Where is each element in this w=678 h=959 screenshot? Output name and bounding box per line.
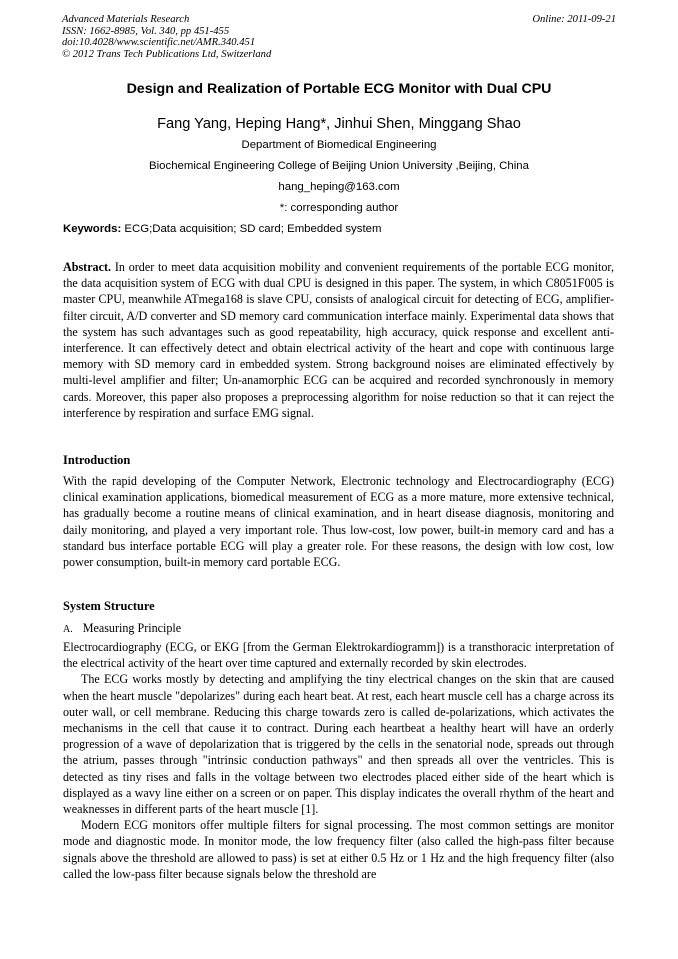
abstract bbox=[63, 259, 614, 421]
subsection-title: Measuring Principle bbox=[82, 621, 182, 635]
introduction-paragraph: With the rapid developing of the Computer Network, Electronic technology and Electrocardiography (ECG) clinical examination applications, biomedical measurement of ECG as a more mature, more extensive technical, has gradually become a routine means of clinical examination, and in heart disease diagnosis, monitoring and daily monitoring, and played a very important role. Thus low-cost, low power, built-in memory card and has a standard bus interface portable ECG will play a greater role. For these reasons, the design with low cost, low power consumption, built-in memory card portable ECG. bbox=[63, 474, 614, 570]
introduction-body bbox=[63, 473, 614, 570]
department: Department of Biomedical Engineering bbox=[241, 139, 437, 151]
college: Biochemical Engineering College of Beijing Union University ,Beijing, China bbox=[149, 160, 529, 172]
author-list: Fang Yang, Heping Hang*, Jinhui Shen, Minggang Shao bbox=[157, 116, 521, 132]
abstract-label: Abstract. bbox=[63, 260, 112, 274]
keywords-text: ECG;Data acquisition; SD card; Embedded system bbox=[121, 223, 382, 235]
corresponding-note: *: corresponding author bbox=[279, 202, 399, 214]
abstract-text: In order to meet data acquisition mobility and convenient requirements of the portable ECG monitor, the data acquisition system of ECG with dual CPU is designed in this paper. The system, in which C8051F005 is master CPU, meanwhile ATmega168 is slave CPU, consists of analogical circuit for detecting of ECG, amplifier-filter circuit, A/D converter and SD memory card communication interface mainly. Experimental data shows that the system has such advantages such as good repeatability, high accuracy, quick response and excellent anti-interference. It can effectively detect and obtain electrical activity of the heart and cope with continuous large memory with SD memory card in embedded system. Strong background noises are eliminated effectively by multi-level amplifier and filter; Un-anamorphic ECG can be acquired and recorded synchronously in memory cards. Moreover, this paper also proposes a preprocessing algorithm for noise reduction so that it can reject the interference by respiration and surface EMG signal. bbox=[63, 260, 614, 420]
email: hang_heping@163.com bbox=[278, 181, 400, 193]
paper-title: Design and Realization of Portable ECG Monitor with Dual CPU bbox=[126, 81, 552, 97]
keywords bbox=[63, 222, 381, 237]
subsection-label: A. bbox=[63, 624, 73, 635]
paragraph-3: Modern ECG monitors offer multiple filters for signal processing. The most common settings are monitor mode and diagnostic mode. In monitor mode, the low frequency filter (also called the high-pass filter because signals above the threshold are allowed to pass) is set at either 0.5 Hz or 1 Hz and the high frequency filter (also called the low-pass filter because signals below the threshold are bbox=[63, 818, 614, 881]
copyright-line: © 2012 Trans Tech Publications Ltd, Switzerland bbox=[62, 49, 272, 61]
issn-line: ISSN: 1662-8985, Vol. 340, pp 451-455 bbox=[62, 25, 230, 37]
journal-name: Advanced Materials Research bbox=[62, 14, 190, 25]
system-structure-heading: System Structure bbox=[63, 599, 155, 613]
doi-line: doi:10.4028/www.scientific.net/AMR.340.451 bbox=[62, 37, 256, 49]
introduction-heading: Introduction bbox=[63, 453, 131, 467]
measuring-principle-subheading bbox=[63, 620, 181, 638]
paragraph-1: Electrocardiography (ECG, or EKG [from the German Elektrokardiogramm]) is a transthoracic interpretation of the electrical activity of the heart over time captured and externally recorded by skin electrodes. bbox=[63, 640, 614, 671]
keywords-label: Keywords: bbox=[63, 223, 122, 235]
journal-header bbox=[62, 14, 616, 61]
system-structure-body bbox=[63, 639, 614, 882]
online-date: Online: 2011-09-21 bbox=[532, 14, 616, 25]
paragraph-2: The ECG works mostly by detecting and amplifying the tiny electrical changes on the skin that are caused when the heart muscle "depolarizes" during each heart beat. At rest, each heart muscle cell has a charge across its outer wall, or cell membrane. Reducing this charge towards zero is called de-polarizations, which activates the mechanisms in the cell that cause it to contract. During each heartbeat a healthy heart will have an orderly progression of a wave of depolarization that is triggered by the cells in the senatorial node, spreads out through the atrium, passes through "intrinsic conduction pathways" and then spreads all over the ventricles. This is detected as tiny rises and falls in the voltage between two electrodes placed either side of the heart which is displayed as a wavy line either on a screen or on paper. This display indicates the overall rhythm of the heart and weaknesses in different parts of the heart muscle [1]. bbox=[63, 672, 614, 817]
